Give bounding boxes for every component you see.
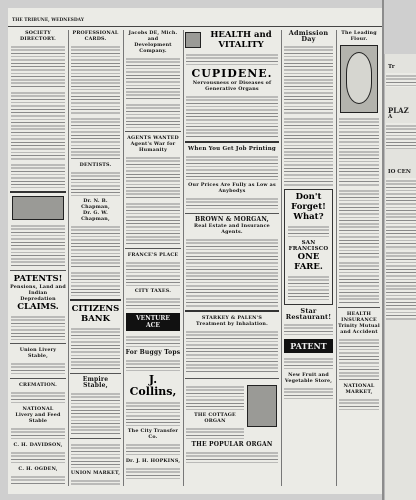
starkey-palen-heading: STARKEY & PALEN'S xyxy=(201,315,263,321)
text-block xyxy=(284,44,333,114)
text-block xyxy=(126,296,180,310)
empire-stable-heading: Empire Stable, xyxy=(82,376,109,389)
divider xyxy=(185,378,279,379)
prices-low-heading: Our Prices Are Fully as Low as Anybodys xyxy=(188,182,276,194)
divider xyxy=(10,343,66,344)
text-block xyxy=(11,361,65,375)
adjacent-text: PLAZ xyxy=(388,106,409,115)
text-block xyxy=(71,442,120,468)
one-fare-heading: ONE FARE. xyxy=(294,252,323,272)
inhalation-heading: Treatment by Inhalation. xyxy=(196,321,268,327)
adjacent-text: IO CEN xyxy=(388,169,411,175)
hopkins-heading: Dr. J. H. HOPKINS, xyxy=(125,458,181,464)
text-block xyxy=(11,450,65,464)
text-block xyxy=(11,44,65,88)
railroad-illustration xyxy=(12,196,64,220)
union-market-heading: UNION MARKET, xyxy=(70,470,121,476)
text-block xyxy=(284,322,333,336)
column-rule xyxy=(336,30,337,486)
text-block xyxy=(126,56,180,100)
health-heading: HEALTH xyxy=(346,311,372,317)
patents-heading: PATENTS! xyxy=(13,274,63,284)
divider xyxy=(185,141,279,143)
text-block xyxy=(11,162,65,188)
divider xyxy=(10,270,66,271)
text-block xyxy=(71,478,120,486)
text-block xyxy=(71,224,120,268)
divider xyxy=(185,310,279,312)
fruit-vegetable-heading: New Fruit and Vegetable Store, xyxy=(284,372,333,384)
france-place-heading: FRANCE'S PLACE xyxy=(127,252,179,258)
text-block xyxy=(186,237,278,307)
organ-ad xyxy=(185,382,279,442)
text-block xyxy=(126,400,180,426)
collins-heading: J. Collins, xyxy=(129,373,177,398)
buggy-tops-heading: For Buggy Tops xyxy=(125,349,181,356)
text-block xyxy=(11,426,65,440)
trinity-mutual-heading: Trinity Mutual and Accident xyxy=(338,323,380,335)
admission-day-heading: Admission Day xyxy=(288,30,329,43)
text-block xyxy=(186,450,278,464)
text-block xyxy=(386,123,416,149)
text-block xyxy=(339,260,379,304)
running-header-left: THE TRIBUNE, WEDNESDAY xyxy=(12,18,84,23)
brown-morgan-heading: BROWN & MORGAN, xyxy=(195,216,269,223)
city-transfer-heading: The City Transfer Co. xyxy=(127,428,179,440)
text-block xyxy=(186,52,278,66)
pensions-heading: Pensions, Land and Indian Depredation xyxy=(10,284,66,302)
text-block xyxy=(126,155,180,199)
running-header xyxy=(8,14,382,27)
divider xyxy=(70,373,121,374)
newspaper-page xyxy=(8,8,382,494)
divider xyxy=(125,248,181,249)
text-block xyxy=(186,154,278,180)
national-heading: NATIONAL xyxy=(22,406,54,412)
divider xyxy=(10,378,66,379)
text-block xyxy=(186,329,278,373)
cottage-organ-heading: THE COTTAGE ORGAN xyxy=(194,412,236,424)
health-vitality-banner xyxy=(185,30,279,50)
column-2 xyxy=(70,30,121,486)
adjacent-text: Tr xyxy=(388,64,395,70)
text-block xyxy=(284,116,333,186)
organ-illustration xyxy=(247,385,277,427)
chapman-nb-heading: Dr. N. B. Chapman, xyxy=(81,198,110,210)
text-block xyxy=(11,90,65,160)
column-1 xyxy=(10,30,66,486)
cremation-heading: CREMATION. xyxy=(19,382,57,388)
divider xyxy=(10,191,66,193)
text-block xyxy=(186,426,244,440)
column-rule xyxy=(123,30,124,486)
job-printing-heading: When You Get Job Printing xyxy=(188,146,276,152)
text-block xyxy=(71,270,120,296)
portrait-illustration xyxy=(185,32,201,48)
text-block xyxy=(11,390,65,404)
star-restaurant-heading: Star Restaurant! xyxy=(285,307,332,321)
text-block xyxy=(11,314,65,340)
text-block xyxy=(186,94,278,138)
text-block xyxy=(11,474,65,486)
national-market-heading: NATIONAL MARKET, xyxy=(343,383,375,395)
column-5 xyxy=(283,30,334,486)
agents-wanted-heading: AGENTS WANTED xyxy=(127,135,179,141)
text-block xyxy=(386,178,416,248)
divider xyxy=(70,299,121,301)
text-block xyxy=(284,386,333,400)
flour-sack-illustration xyxy=(340,45,378,113)
real-estate-heading: Real Estate and Insurance Agents. xyxy=(194,223,270,235)
dont-forget-heading: Don't Forget! xyxy=(291,192,326,212)
patent-ad: PATENT xyxy=(284,339,333,353)
text-block xyxy=(126,102,180,128)
society-directory-heading: SOCIETY DIRECTORY. xyxy=(20,30,56,42)
ogden-heading: C. H. OGDEN, xyxy=(18,466,58,472)
text-block xyxy=(288,274,329,300)
cupidene-heading: CUPIDENE. xyxy=(191,67,273,80)
text-block xyxy=(386,250,416,320)
development-company-heading: Development Company. xyxy=(134,42,172,54)
text-block xyxy=(186,384,244,410)
divider xyxy=(125,131,181,132)
text-block xyxy=(71,44,120,114)
health-vitality-heading: HEALTH and VITALITY xyxy=(210,30,272,50)
dont-forget-ad xyxy=(284,189,333,305)
jacobs-heading: Jacobs DE, Mich. and xyxy=(128,30,178,42)
text-block xyxy=(339,397,379,411)
divider xyxy=(185,213,279,214)
text-block xyxy=(71,116,120,160)
text-block xyxy=(339,337,379,381)
war-humanity-heading: Agent's War for Humanity xyxy=(130,141,176,153)
text-block xyxy=(126,334,180,348)
text-block xyxy=(126,442,180,456)
column-rule xyxy=(68,30,69,486)
city-taxes-heading: CITY TAXES. xyxy=(134,288,172,294)
leading-flour-heading: The Leading Flour. xyxy=(341,30,377,42)
insurance-heading: INSURANCE xyxy=(341,317,377,323)
citizens-bank-heading: CITIZENS BANK xyxy=(71,304,120,324)
column-3 xyxy=(125,30,181,486)
text-block xyxy=(288,224,329,238)
column-6 xyxy=(338,30,380,486)
text-block xyxy=(71,326,120,370)
san-francisco-heading: SAN FRANCISCO xyxy=(288,240,329,252)
adjacent-page-edge xyxy=(384,54,416,500)
column-rule xyxy=(183,30,184,486)
professional-cards-heading: PROFESSIONAL CARDS. xyxy=(72,30,119,42)
what-heading: What? xyxy=(293,212,324,222)
text-block xyxy=(126,358,180,372)
text-block xyxy=(11,223,65,267)
text-block xyxy=(284,356,333,370)
adjacent-text: A xyxy=(388,114,393,120)
text-block xyxy=(126,260,180,286)
text-block xyxy=(386,73,416,87)
text-block xyxy=(339,116,379,186)
text-block xyxy=(71,170,120,196)
column-4 xyxy=(185,30,279,486)
nervousness-heading: Nervousness or Diseases of Generative Organs xyxy=(192,80,272,92)
text-block xyxy=(126,201,180,245)
divider xyxy=(70,438,121,439)
dentists-heading: DENTISTS. xyxy=(79,162,112,168)
text-block xyxy=(339,188,379,258)
column-rule xyxy=(281,30,282,486)
text-block xyxy=(186,196,278,210)
chapman-gw-heading: Dr. G. W. Chapman, xyxy=(81,210,110,222)
text-block xyxy=(126,466,180,480)
venture-ace-ad: VENTURE ACE xyxy=(126,313,180,331)
claims-heading: CLAIMS. xyxy=(17,302,59,312)
livery-feed-heading: Livery and Feed Stable xyxy=(15,412,61,424)
union-livery-heading: Union Livery Stable, xyxy=(19,347,57,359)
davidson-heading: C. H. DAVIDSON, xyxy=(13,442,63,448)
text-block xyxy=(71,391,120,435)
divider xyxy=(338,307,380,308)
starkey-palen-ad xyxy=(185,315,279,375)
popular-organ-heading: THE POPULAR ORGAN xyxy=(191,441,273,448)
